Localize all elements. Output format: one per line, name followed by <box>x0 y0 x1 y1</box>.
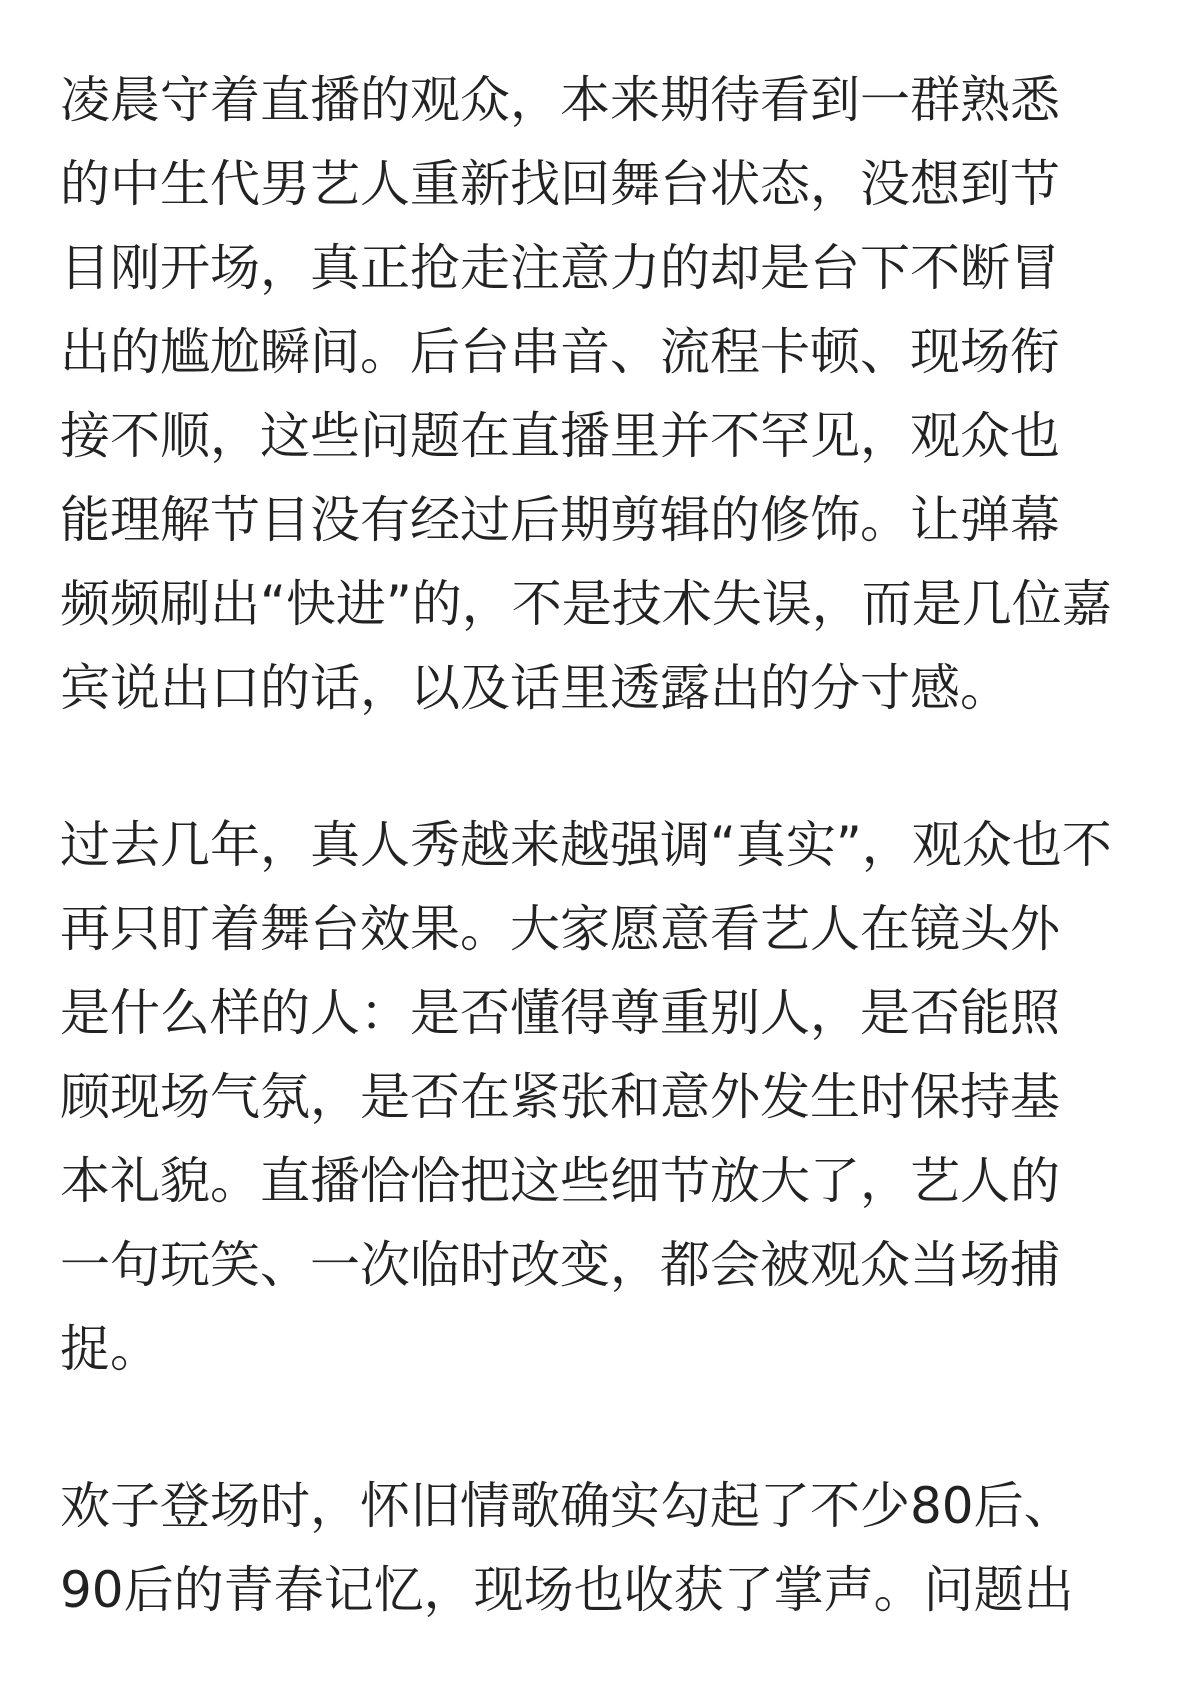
text-line: 90后的青春记忆，现场也收获了掌声。问题出 <box>60 1561 1074 1619</box>
text-line: 捉。 <box>60 1320 160 1378</box>
text-line: 出的尴尬瞬间。后台串音、流程卡顿、现场衔 <box>60 323 1060 381</box>
text-line: 目刚开场，真正抢走注意力的却是台下不断冒 <box>60 239 1060 297</box>
text-line: 一句玩笑、一次临时改变，都会被观众当场捕 <box>60 1236 1060 1294</box>
article-body <box>60 58 1112 1705</box>
text-line: 欢子登场时，怀旧情歌确实勾起了不少80后、 <box>60 1477 1074 1535</box>
text-line: 是什么样的人：是否懂得尊重别人，是否能照 <box>60 984 1060 1042</box>
text-line: 的中生代男艺人重新找回舞台状态，没想到节 <box>60 155 1060 213</box>
text-line: 过去几年，真人秀越来越强调“真实”，观众也不 <box>60 816 1112 874</box>
paragraph-2 <box>60 803 1112 1391</box>
text-line: 顾现场气氛，是否在紧张和意外发生时保持基 <box>60 1068 1060 1126</box>
text-line: 频频刷出“快进”的，不是技术失误，而是几位嘉 <box>60 575 1112 633</box>
paragraph-1 <box>60 58 1112 730</box>
text-line: 本礼貌。直播恰恰把这些细节放大了，艺人的 <box>60 1152 1060 1210</box>
paragraph-3 <box>60 1464 1112 1632</box>
text-line: 能理解节目没有经过后期剪辑的修饰。让弹幕 <box>60 491 1060 549</box>
text-line: 再只盯着舞台效果。大家愿意看艺人在镜头外 <box>60 900 1060 958</box>
text-line: 接不顺，这些问题在直播里并不罕见，观众也 <box>60 407 1060 465</box>
text-line: 宾说出口的话，以及话里透露出的分寸感。 <box>60 659 1010 717</box>
text-line: 凌晨守着直播的观众，本来期待看到一群熟悉 <box>60 71 1060 129</box>
